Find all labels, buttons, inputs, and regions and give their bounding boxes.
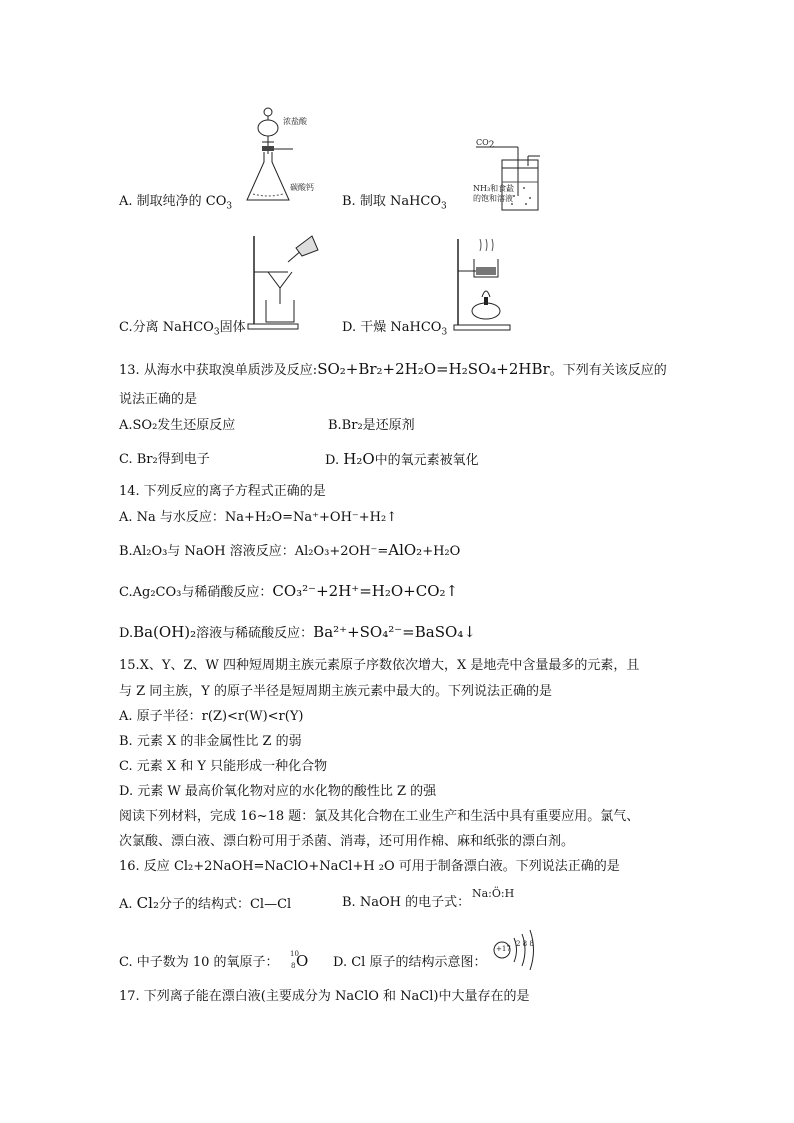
q13-equation: SO₂+Br₂+2H₂O=H₂SO₄+2HBr <box>317 360 550 378</box>
q14-option-c: C.Ag₂CO₃与稀硝酸反应：CO₃²⁻+2H⁺=H₂O+CO₂↑ <box>119 582 459 600</box>
chlorine-shell-electrons: 2 8 8 <box>516 940 534 948</box>
q16-option-a: A. Cl₂分子的结构式：Cl—Cl <box>119 894 292 912</box>
naoh-electron-formula: Na:Ö:H <box>472 887 515 900</box>
apparatus-b-label-solution-1: NH₃和食盐 <box>473 184 515 193</box>
q13-stem-2: 说法正确的是 <box>119 392 198 407</box>
q14-option-d: D.Ba(OH)₂溶液与稀硫酸反应：Ba²⁺+SO₄²⁻=BaSO₄↓ <box>119 623 476 641</box>
reading-line-2: 次氯酸、漂白液、漂白粉可用于杀菌、消毒，还可用作棉、麻和纸张的漂白剂。 <box>119 834 575 849</box>
apparatus-b-label-solution-2: 的饱和溶液 <box>473 194 513 203</box>
oxygen-symbol: O <box>296 952 309 970</box>
reading-line-1: 阅读下列材料，完成 16~18 题：氯及其化合物在工业生产和生活中具有重要应用。氯气、 <box>119 809 640 824</box>
q16-stem: 16. 反应 Cl₂+2NaOH=NaClO+NaCl+H ₂O 可用于制备漂白液。下列说法正确的是 <box>119 859 620 874</box>
apparatus-d-diagram <box>450 235 520 335</box>
apparatus-a-label-solid: 碳酸钙 <box>290 183 314 192</box>
q17-stem: 17. 下列离子能在漂白液(主要成分为 NaClO 和 NaCl)中大量存在的是 <box>119 989 530 1004</box>
q13-option-c: C. Br₂得到电子 <box>119 452 210 467</box>
q12-option-a: A. 制取纯净的 $CO_3$ <box>119 194 233 212</box>
q15-option-b: B. 元素 X 的非金属性比 Z 的弱 <box>119 734 302 749</box>
q15-option-a: A. 原子半径：r(Z)<r(W)<r(Y) <box>119 709 304 724</box>
q14-stem: 14. 下列反应的离子方程式正确的是 <box>119 484 326 499</box>
q13-option-b: B.Br₂是还原剂 <box>328 418 415 433</box>
q15-stem-2: 与 Z 同主族，Y 的原子半径是短周期主族元素中最大的。下列说法正确的是 <box>119 684 553 699</box>
q12-option-c: C.分离 NaHCO$_3$固体 <box>119 320 246 338</box>
oxygen-mass-number: 10 <box>290 950 299 958</box>
q16-option-c: C. 中子数为 10 的氧原子： <box>119 955 279 970</box>
q15-option-c: C. 元素 X 和 Y 只能形成一种化合物 <box>119 759 328 774</box>
q16-option-d: D. Cl 原子的结构示意图： <box>333 955 487 970</box>
oxygen-atomic-number: 8 <box>291 962 296 970</box>
q12-option-b: B. 制取 NaHCO$_3$ <box>342 194 447 212</box>
q13-option-d: D. H₂O中的氧元素被氧化 <box>325 450 479 468</box>
apparatus-a-label-acid: 浓盐酸 <box>283 117 307 126</box>
q16-option-b: B. NaOH 的电子式： <box>342 895 471 910</box>
q13-stem: 13. 从海水中获取溴单质涉及反应:SO₂+Br₂+2H₂O=H₂SO₄+2HBr。下列有关该反应的 <box>119 360 667 378</box>
q12-option-d: D. 干燥 NaHCO$_3$ <box>342 320 448 338</box>
q15-option-d: D. 元素 W 最高价氧化物对应的水化物的酸性比 Z 的强 <box>119 784 437 799</box>
chlorine-nucleus-label: +17 <box>496 945 511 953</box>
apparatus-b-label-gas: $CO_2$ <box>476 138 495 151</box>
apparatus-c-diagram <box>240 232 320 332</box>
q15-stem-1: 15.X、Y、Z、W 四种短周期主族元素原子序数依次增大，X 是地壳中含量最多的元素，且 <box>119 658 640 673</box>
q13-option-a: A.SO₂发生还原反应 <box>119 418 236 433</box>
q14-option-b: B.Al₂O₃与 NaOH 溶液反应：Al₂O₃+2OH⁻=AlO₂+H₂O <box>119 541 461 559</box>
q14-option-a: A. Na 与水反应：Na+H₂O=Na⁺+OH⁻+H₂↑ <box>119 510 398 525</box>
